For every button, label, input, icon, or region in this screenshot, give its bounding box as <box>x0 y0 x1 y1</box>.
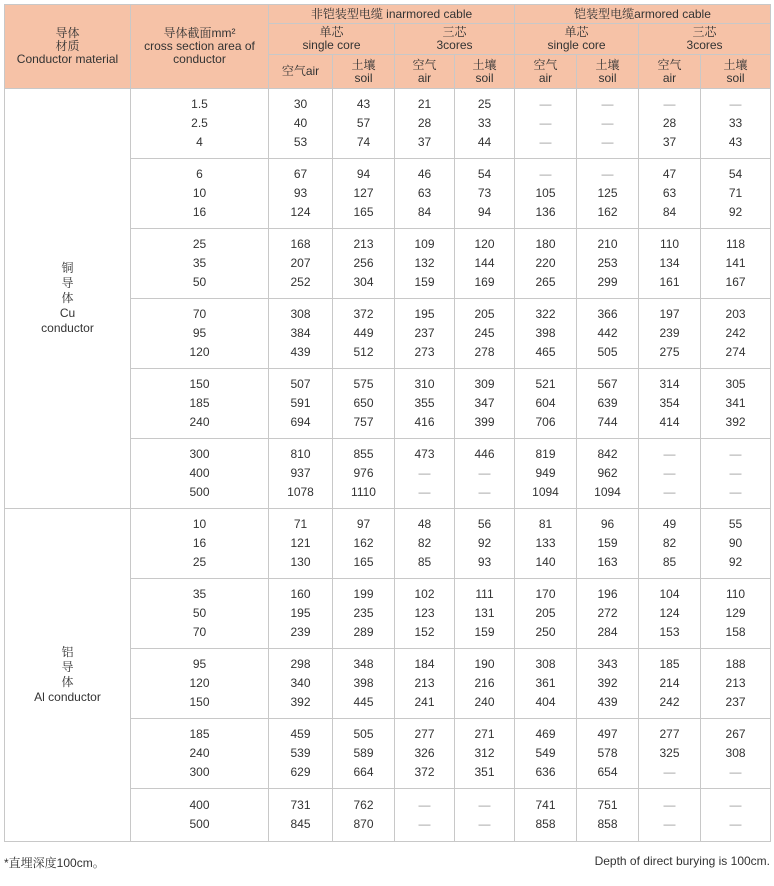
value-cell: 188 213 237 <box>701 649 771 719</box>
value-cell: 67 93 124 <box>269 159 333 229</box>
value-cell: 308 384 439 <box>269 299 333 369</box>
value-cell: 819 949 1094 <box>515 439 577 509</box>
section-cell: 70 95 120 <box>131 299 269 369</box>
value-cell: — — — <box>701 439 771 509</box>
section-cell: 150 185 240 <box>131 369 269 439</box>
value-cell: — 105 136 <box>515 159 577 229</box>
table-row <box>5 89 771 159</box>
header-soil: 土壤 soil <box>701 55 771 89</box>
footnote-left: *直埋深度100cm。 <box>4 856 105 870</box>
value-cell: 170 205 250 <box>515 579 577 649</box>
value-cell: 741 858 <box>515 789 577 842</box>
value-cell: 47 63 84 <box>639 159 701 229</box>
value-cell: 309 347 399 <box>455 369 515 439</box>
header-armored: 铠装型电缆armored cable <box>515 5 771 24</box>
material-label: 铜 导 体 Cu conductor <box>5 89 131 509</box>
value-cell: 118 141 167 <box>701 229 771 299</box>
value-cell: 54 71 92 <box>701 159 771 229</box>
value-cell: 308 361 404 <box>515 649 577 719</box>
value-cell: 567 639 744 <box>577 369 639 439</box>
value-cell: — — — <box>577 89 639 159</box>
value-cell: 751 858 <box>577 789 639 842</box>
value-cell: 271 312 351 <box>455 719 515 789</box>
table-body <box>5 89 771 842</box>
table-header <box>5 5 771 89</box>
value-cell: 81 133 140 <box>515 509 577 579</box>
value-cell: 575 650 757 <box>333 369 395 439</box>
value-cell: 267 308 — <box>701 719 771 789</box>
table-row <box>5 509 771 579</box>
value-cell: 213 256 304 <box>333 229 395 299</box>
value-cell: 96 159 163 <box>577 509 639 579</box>
value-cell: — — <box>395 789 455 842</box>
value-cell: 473 — — <box>395 439 455 509</box>
value-cell: 197 239 275 <box>639 299 701 369</box>
value-cell: 731 845 <box>269 789 333 842</box>
value-cell: 97 162 165 <box>333 509 395 579</box>
value-cell: 842 962 1094 <box>577 439 639 509</box>
header-soil: 土壤 soil <box>333 55 395 89</box>
section-cell: 185 240 300 <box>131 719 269 789</box>
value-cell: 459 539 629 <box>269 719 333 789</box>
value-cell: 507 591 694 <box>269 369 333 439</box>
value-cell: 305 341 392 <box>701 369 771 439</box>
header-material: 导体 材质 Conductor material <box>5 5 131 89</box>
value-cell: 30 40 53 <box>269 89 333 159</box>
value-cell: 298 340 392 <box>269 649 333 719</box>
value-cell: 184 213 241 <box>395 649 455 719</box>
value-cell: 109 132 159 <box>395 229 455 299</box>
value-cell: — — <box>639 789 701 842</box>
ampacity-table <box>4 4 771 842</box>
value-cell: 102 123 152 <box>395 579 455 649</box>
value-cell: 469 549 636 <box>515 719 577 789</box>
value-cell: 25 33 44 <box>455 89 515 159</box>
value-cell: — — — <box>515 89 577 159</box>
material-label: 铝 导 体 Al conductor <box>5 509 131 842</box>
header-unarmored: 非铠装型电缆 inarmored cable <box>269 5 515 24</box>
value-cell: 43 57 74 <box>333 89 395 159</box>
header-air: 空气 air <box>639 55 701 89</box>
value-cell: 446 — — <box>455 439 515 509</box>
value-cell: — — — <box>639 439 701 509</box>
value-cell: — 125 162 <box>577 159 639 229</box>
value-cell: — 33 43 <box>701 89 771 159</box>
value-cell: 196 272 284 <box>577 579 639 649</box>
value-cell: 190 216 240 <box>455 649 515 719</box>
value-cell: 762 870 <box>333 789 395 842</box>
value-cell: 372 449 512 <box>333 299 395 369</box>
header-air: 空气 air <box>395 55 455 89</box>
value-cell: 21 28 37 <box>395 89 455 159</box>
value-cell: 348 398 445 <box>333 649 395 719</box>
header-air: 空气 air <box>515 55 577 89</box>
header-soil: 土壤 soil <box>577 55 639 89</box>
value-cell: — — <box>701 789 771 842</box>
header-section: 导体截面mm² cross section area of conductor <box>131 5 269 89</box>
value-cell: 185 214 242 <box>639 649 701 719</box>
value-cell: 56 92 93 <box>455 509 515 579</box>
header-armored-single: 单芯 single core <box>515 24 639 55</box>
value-cell: 810 937 1078 <box>269 439 333 509</box>
value-cell: 199 235 289 <box>333 579 395 649</box>
value-cell: 521 604 706 <box>515 369 577 439</box>
header-unarmored-three: 三芯 3cores <box>395 24 515 55</box>
value-cell: 71 121 130 <box>269 509 333 579</box>
section-cell: 25 35 50 <box>131 229 269 299</box>
value-cell: 322 398 465 <box>515 299 577 369</box>
value-cell: 366 442 505 <box>577 299 639 369</box>
value-cell: 310 355 416 <box>395 369 455 439</box>
section-cell: 6 10 16 <box>131 159 269 229</box>
value-cell: 111 131 159 <box>455 579 515 649</box>
section-cell: 35 50 70 <box>131 579 269 649</box>
section-cell: 1.5 2.5 4 <box>131 89 269 159</box>
value-cell: 46 63 84 <box>395 159 455 229</box>
footnote-right: Depth of direct burying is 100cm. <box>594 854 770 868</box>
value-cell: 55 90 92 <box>701 509 771 579</box>
value-cell: 120 144 169 <box>455 229 515 299</box>
value-cell: 195 237 273 <box>395 299 455 369</box>
value-cell: — — <box>455 789 515 842</box>
value-cell: 180 220 265 <box>515 229 577 299</box>
value-cell: 505 589 664 <box>333 719 395 789</box>
value-cell: 110 129 158 <box>701 579 771 649</box>
header-soil: 土壤 soil <box>455 55 515 89</box>
value-cell: 277 325 — <box>639 719 701 789</box>
value-cell: 203 242 274 <box>701 299 771 369</box>
value-cell: 205 245 278 <box>455 299 515 369</box>
section-cell: 95 120 150 <box>131 649 269 719</box>
section-cell: 10 16 25 <box>131 509 269 579</box>
header-air: 空气air <box>269 55 333 89</box>
value-cell: 54 73 94 <box>455 159 515 229</box>
value-cell: 104 124 153 <box>639 579 701 649</box>
section-cell: 300 400 500 <box>131 439 269 509</box>
value-cell: 49 82 85 <box>639 509 701 579</box>
value-cell: 497 578 654 <box>577 719 639 789</box>
value-cell: 855 976 1110 <box>333 439 395 509</box>
ampacity-table-container <box>4 4 770 842</box>
value-cell: 277 326 372 <box>395 719 455 789</box>
section-cell: 400 500 <box>131 789 269 842</box>
header-armored-three: 三芯 3cores <box>639 24 771 55</box>
value-cell: 110 134 161 <box>639 229 701 299</box>
value-cell: 343 392 439 <box>577 649 639 719</box>
value-cell: 94 127 165 <box>333 159 395 229</box>
value-cell: 48 82 85 <box>395 509 455 579</box>
value-cell: 168 207 252 <box>269 229 333 299</box>
header-unarmored-single: 单芯 single core <box>269 24 395 55</box>
value-cell: — 28 37 <box>639 89 701 159</box>
value-cell: 314 354 414 <box>639 369 701 439</box>
value-cell: 160 195 239 <box>269 579 333 649</box>
value-cell: 210 253 299 <box>577 229 639 299</box>
